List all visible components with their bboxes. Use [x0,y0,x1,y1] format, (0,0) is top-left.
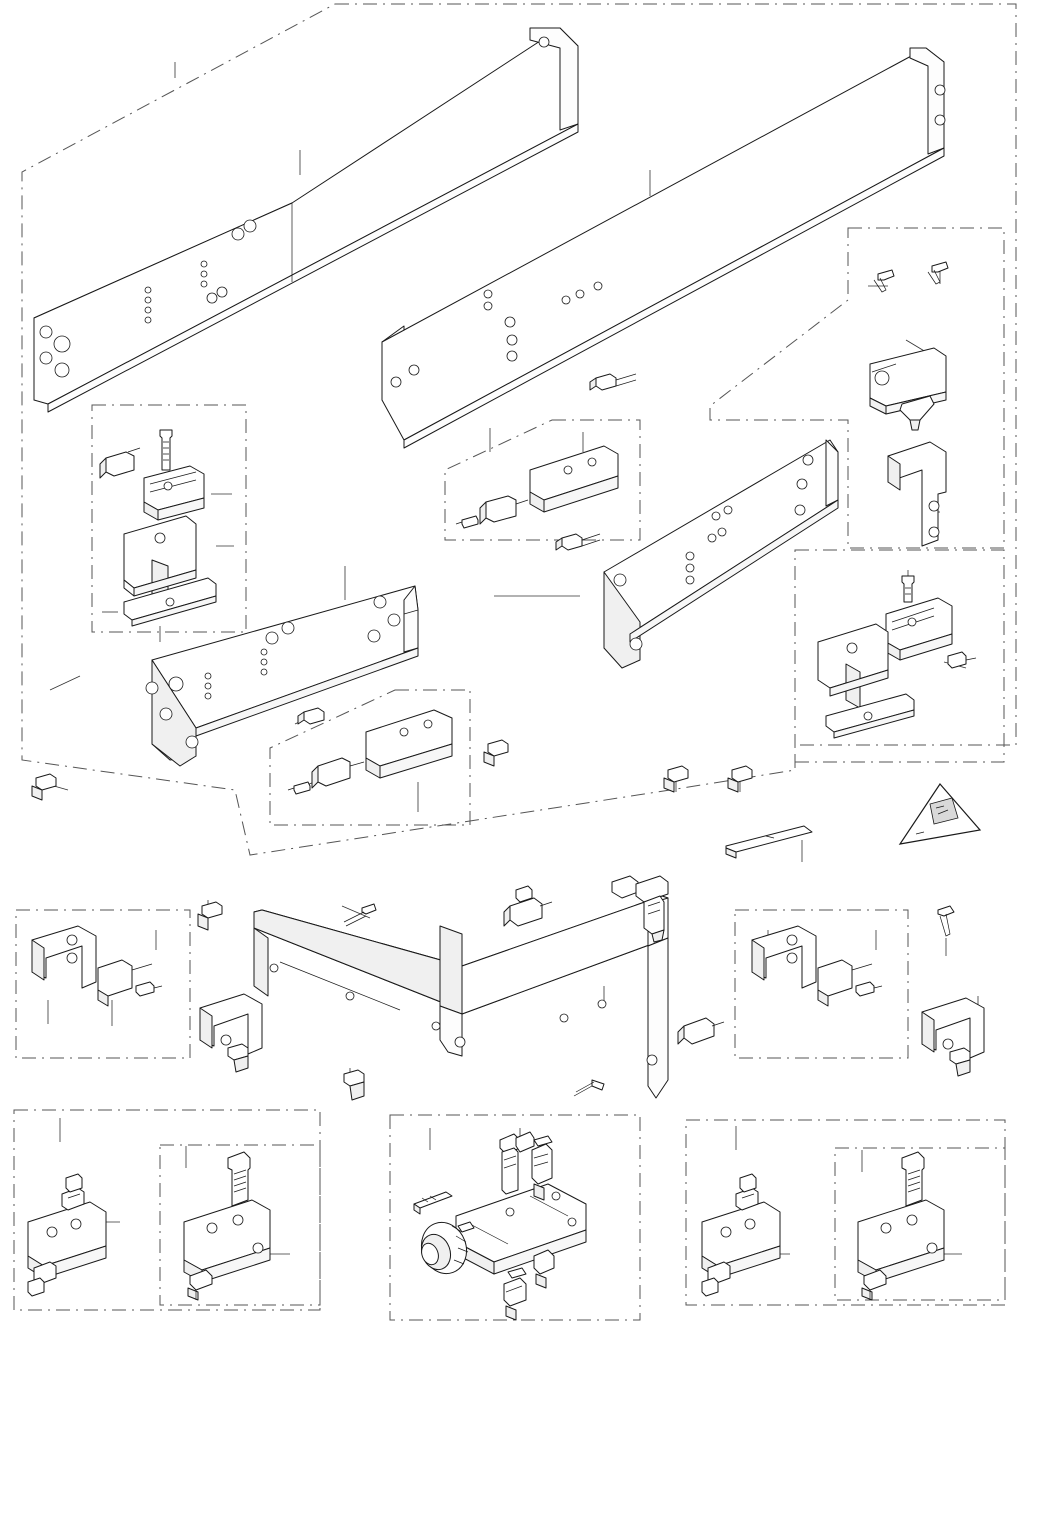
hex-bolt [556,534,600,550]
shim-plate [414,1192,452,1214]
hex-bolt [298,708,324,724]
center-manifold-valve-subassembly [414,1132,586,1320]
angle-bracket [200,994,262,1072]
right-mid-bracket-subassembly [752,926,882,1006]
straight-fitting [62,1174,84,1210]
left-sensor-bracket-subassembly [100,430,216,626]
end-plate-right [604,440,838,668]
tube-rod [726,826,812,858]
lower-valve-block-subassembly [818,576,976,738]
hex-bolt [198,902,222,930]
manifold-block-subassembly-3 [702,1174,780,1296]
hex-bolt [902,1152,924,1206]
manifold-block-subassembly-4 [858,1152,944,1300]
hex-bolt [228,1152,250,1206]
hex-bolt [344,1070,364,1100]
straight-fitting [678,1018,724,1044]
hex-bolt [590,374,636,390]
socket-screw [574,1080,604,1096]
straight-fitting [736,1174,758,1210]
socket-screw [344,904,376,926]
manifold-block-subassembly-2 [184,1152,270,1300]
cross-beam-rail [254,896,668,1098]
angle-bracket [922,998,984,1076]
socket-screw [938,906,954,936]
straight-fitting [534,1250,554,1288]
manifold-block-subassembly-1 [28,1174,106,1296]
right-fitting-subassembly [870,262,948,546]
straight-fitting [504,1268,526,1320]
hex-bolt [32,774,56,800]
upper-valve-block-subassembly [456,446,618,528]
warning-label-triangle [900,784,980,844]
straight-fitting [504,886,552,926]
elbow-fitting [500,1132,534,1194]
hex-bolt [484,740,508,766]
left-mid-bracket-subassembly [32,926,162,1006]
